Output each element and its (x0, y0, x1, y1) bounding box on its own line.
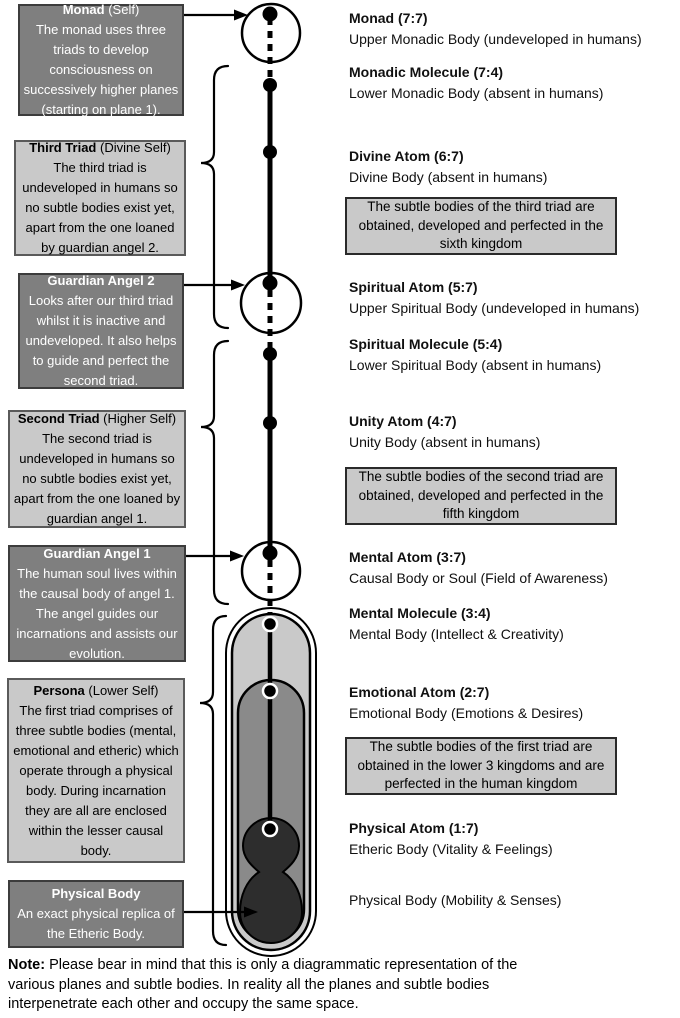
third-triad-kingdom-note-text: The subtle bodies of the third triad are obtained, developed and perfected in the sixth kingdom (358, 199, 604, 252)
footnote (8, 956, 540, 1015)
guardian-angel-2-box-body: Looks after our third triad whilst it is inactive and undeveloped. It also helps to guide and perfect the second triad. (25, 293, 177, 388)
physical-body-arrow (184, 907, 258, 918)
persona-box-body: The first triad comprises of three subtle bodies (mental, emotional and etheric) which operate through a physical body. During incarnation they are all are enclosed within the lesser causal body. (13, 702, 179, 858)
divine-atom-dot (263, 145, 277, 159)
second-triad-box-body: The second triad is undeveloped in humans so no subtle bodies exist yet, apart from the one loaned by guardian angel 1. (13, 431, 181, 526)
label-divine-atom-heading: Divine Atom (6:7) (349, 148, 464, 164)
spiritual-atom-dot (263, 276, 278, 291)
persona-box (7, 678, 185, 863)
label-mental-atom-sub: Causal Body or Soul (Field of Awareness) (349, 570, 608, 586)
label-mental-atom-heading: Mental Atom (3:7) (349, 549, 466, 565)
mental-atom-dot (263, 546, 278, 561)
physical-atom-dot (263, 822, 277, 836)
label-spiritual-atom-heading: Spiritual Atom (5:7) (349, 279, 478, 295)
second-triad-kingdom-note-text: The subtle bodies of the second triad are obtained, developed and perfected in the fifth kingdom (358, 469, 604, 522)
third-triad-box (14, 140, 186, 256)
guardian-angel-1-box-body: The human soul lives within the causal body of angel 1. The angel guides our incarnations and assists our evolution. (16, 565, 178, 661)
spiritual-molecule-dot (263, 347, 277, 361)
monad-arrow (184, 10, 248, 21)
third-triad-kingdom-note (345, 197, 617, 255)
first-triad-kingdom-note-text: The subtle bodies of the first triad are obtained in the lower 3 kingdoms and are perfected in the human kingdom (357, 739, 605, 792)
label-physical-body-sub: Physical Body (Mobility & Senses) (349, 892, 562, 908)
guardian-angel-1-box-title: Guardian Angel 1 (43, 545, 151, 561)
label-emotional-atom-heading: Emotional Atom (2:7) (349, 684, 490, 700)
physical-body-box (8, 880, 184, 948)
third-triad-box-title: Third Triad (Divine Self) (29, 140, 171, 155)
monad-box-title: Monad (Self) (62, 2, 140, 17)
mental-molecule-dot (263, 617, 277, 631)
label-monad (349, 8, 642, 50)
physical-body-box-body: An exact physical replica of the Etheric Body. (17, 906, 175, 941)
guardian-angel-2-box-title: Guardian Angel 2 (47, 273, 155, 288)
label-spiritual-molecule (349, 334, 601, 376)
label-mental-atom (349, 547, 608, 589)
monad-box-body: The monad uses three triads to develop consciousness on successively higher planes (starting on plane 1). (23, 22, 179, 117)
footnote-label: Note: (8, 957, 46, 973)
label-spiritual-molecule-sub: Lower Spiritual Body (absent in humans) (349, 357, 602, 373)
second-triad-brace (201, 341, 228, 604)
label-monad-heading: Monad (7:7) (349, 10, 428, 26)
label-physical-atom-sub: Etheric Body (Vitality & Feelings) (349, 841, 553, 857)
second-triad-box-title: Second Triad (Higher Self) (17, 411, 177, 426)
label-monadic-molecule-heading: Monadic Molecule (7:4) (349, 64, 504, 80)
third-triad-brace (201, 66, 228, 328)
label-emotional-atom-sub: Emotional Body (Emotions & Desires) (349, 705, 584, 721)
label-mental-molecule-sub: Mental Body (Intellect & Creativity) (349, 626, 564, 642)
label-physical-atom-heading: Physical Atom (1:7) (349, 820, 479, 836)
physical-body-box-title: Physical Body (51, 886, 141, 901)
monad-box (18, 4, 184, 116)
label-mental-molecule-heading: Mental Molecule (3:4) (349, 605, 491, 621)
guardian-angel-1-box (8, 545, 186, 662)
label-monad-sub: Upper Monadic Body (undeveloped in humans) (349, 31, 642, 47)
emotional-atom-dot (263, 684, 277, 698)
persona-brace (200, 616, 226, 945)
label-emotional-atom (349, 682, 583, 724)
monad-atom-dot (263, 7, 278, 22)
label-spiritual-atom (349, 277, 639, 319)
label-mental-molecule (349, 603, 564, 645)
second-triad-box (8, 410, 186, 528)
guardian-angel-2-box (18, 273, 184, 389)
label-unity-atom-sub: Unity Body (absent in humans) (349, 434, 541, 450)
persona-box-title: Persona (Lower Self) (33, 682, 159, 698)
label-unity-atom (349, 411, 540, 453)
unity-atom-dot (263, 416, 277, 430)
label-monadic-molecule (349, 62, 603, 104)
label-divine-atom-sub: Divine Body (absent in humans) (349, 169, 548, 185)
third-triad-box-body: The third triad is undeveloped in humans so no subtle bodies exist yet, apart from the one loaned by guardian angel 2. (22, 160, 178, 255)
label-spiritual-molecule-heading: Spiritual Molecule (5:4) (349, 336, 503, 352)
label-spiritual-atom-sub: Upper Spiritual Body (undeveloped in humans) (349, 300, 640, 316)
label-physical-atom (349, 818, 553, 860)
second-triad-kingdom-note (345, 467, 617, 525)
label-physical-body (349, 890, 561, 911)
monadic-molecule-dot (263, 78, 277, 92)
label-divine-atom (349, 146, 547, 188)
label-monadic-molecule-sub: Lower Monadic Body (absent in humans) (349, 85, 604, 101)
footnote-text: Please bear in mind that this is only a diagrammatic representation of the various planes and subtle bodies. In reality all the planes and subtle bodies interpenetrate each other and occupy the same space. (8, 957, 518, 1012)
label-unity-atom-heading: Unity Atom (4:7) (349, 413, 457, 429)
first-triad-kingdom-note (345, 737, 617, 795)
